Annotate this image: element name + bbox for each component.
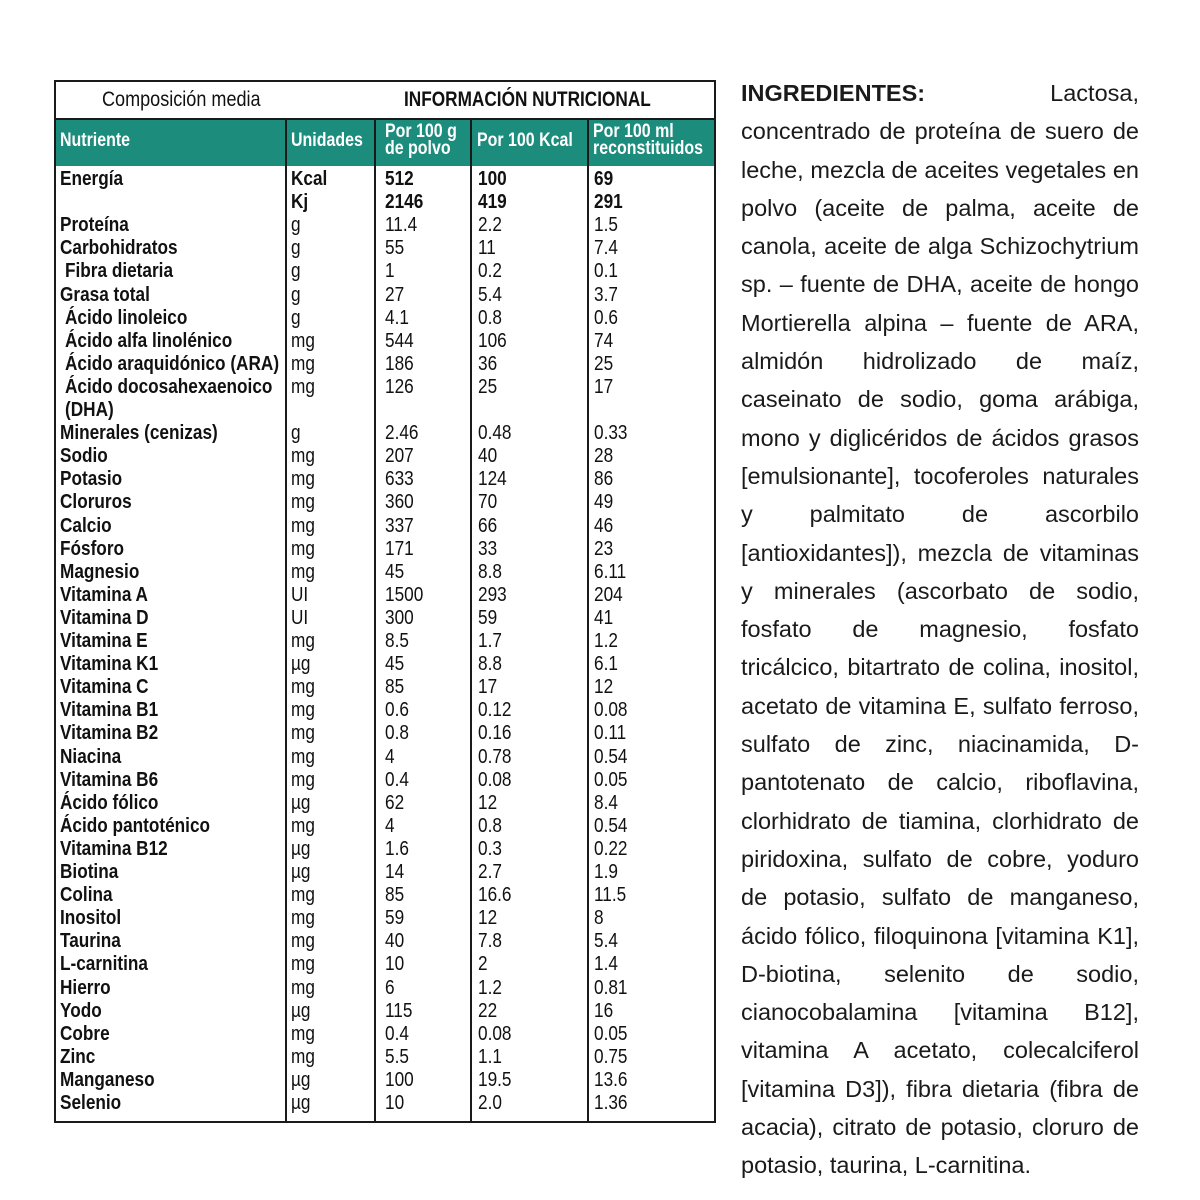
per-100ml-cell: 74 xyxy=(594,329,614,352)
per-100kcal-cell: 1.2 xyxy=(478,976,502,999)
nutrient-name: Fósforo xyxy=(60,537,125,560)
per-100ml-cell: 1.4 xyxy=(594,953,618,976)
per-100g-cell: 2146 xyxy=(385,191,424,214)
per-100g-cell: 11.4 xyxy=(385,214,418,237)
per-100kcal-cell: 17 xyxy=(478,676,498,699)
per-100kcal-cell: 0.78 xyxy=(478,745,512,768)
nutrient-name: Minerales (cenizas) xyxy=(60,422,218,445)
per-100kcal-cell: 2.0 xyxy=(478,1092,502,1114)
per-100kcal-cell: 1.1 xyxy=(478,1045,502,1068)
nutrient-name: Carbohidratos xyxy=(60,237,178,260)
per-100kcal-cell: 8.8 xyxy=(478,653,502,676)
per-100kcal-cell: 70 xyxy=(478,491,498,514)
per-100ml-cell: 12 xyxy=(594,676,614,699)
per-100g-cell: 0.8 xyxy=(385,722,409,745)
per-100ml-cell: 6.11 xyxy=(594,560,627,583)
nutrient-name: Vitamina E xyxy=(60,630,148,652)
per-100ml-cell: 13.6 xyxy=(594,1068,628,1091)
unit-cell: UI xyxy=(291,583,309,606)
table-header-row xyxy=(56,120,714,166)
unit-cell: µg xyxy=(291,1092,311,1114)
unit-cell: µg xyxy=(291,861,311,883)
per-100g-cell: 1.6 xyxy=(385,837,409,860)
per-100ml-cell: 0.22 xyxy=(594,837,628,860)
per-100ml-cell: 28 xyxy=(594,445,614,468)
per-100g-cell: 1500 xyxy=(385,583,424,606)
unit-cell: µg xyxy=(291,791,311,814)
per-100kcal-cell: 2.2 xyxy=(478,214,502,237)
per-100kcal-cell: 106 xyxy=(478,329,507,352)
nutrient-name: Vitamina B2 xyxy=(60,722,159,745)
per-100ml-cell: 1.9 xyxy=(594,861,618,883)
nutrient-name: Vitamina B6 xyxy=(60,768,159,791)
column-divider xyxy=(285,120,287,1123)
table-title-row xyxy=(56,82,714,120)
per-100kcal-cell: 100 xyxy=(478,168,507,190)
per-100g-cell: 4 xyxy=(385,814,395,837)
per-100g-cell: 14 xyxy=(385,861,405,883)
per-100g-cell: 45 xyxy=(385,560,405,583)
per-100kcal-cell: 0.2 xyxy=(478,260,502,283)
nutrient-name: Energía xyxy=(60,168,124,190)
nutrient-name: Selenio xyxy=(60,1092,122,1114)
per-100g-cell: 512 xyxy=(385,168,414,190)
nutrient-name: Colina xyxy=(60,884,113,907)
per-100g-cell: 40 xyxy=(385,930,405,953)
per-100kcal-cell: 124 xyxy=(478,468,507,491)
per-100g-cell: 4 xyxy=(385,745,395,768)
per-100kcal-cell: 59 xyxy=(478,606,498,629)
per-100kcal-cell: 1.7 xyxy=(478,630,502,652)
nutrient-name: Cloruros xyxy=(60,491,132,514)
per-100g-cell: 59 xyxy=(385,907,405,930)
unit-cell: mg xyxy=(291,468,315,491)
per-100g-cell: 4.1 xyxy=(385,306,409,329)
header-per-100g: Por 100 g de polvo xyxy=(385,121,457,159)
unit-cell: µg xyxy=(291,837,311,860)
table-title-right: INFORMACIÓN NUTRICIONAL xyxy=(404,88,651,111)
unit-cell: mg xyxy=(291,375,315,398)
per-100ml-cell: 0.54 xyxy=(594,745,628,768)
per-100g-cell: 337 xyxy=(385,514,414,537)
per-100g-cell: 85 xyxy=(385,676,405,699)
per-100ml-cell: 8 xyxy=(594,907,604,930)
nutrient-name: Ácido araquidónico (ARA) xyxy=(65,352,280,375)
per-100ml-cell: 69 xyxy=(594,168,614,190)
per-100kcal-cell: 2 xyxy=(478,953,488,976)
per-100ml-cell: 0.05 xyxy=(594,768,628,791)
nutrient-name: Inositol xyxy=(60,907,122,930)
per-100g-cell: 360 xyxy=(385,491,414,514)
unit-cell: mg xyxy=(291,768,315,791)
header-nutrient: Nutriente xyxy=(60,130,131,151)
header-per-100kcal: Por 100 Kcal xyxy=(477,130,573,151)
unit-cell: mg xyxy=(291,699,315,722)
unit-cell: mg xyxy=(291,514,315,537)
nutrient-name: Cobre xyxy=(60,1022,110,1045)
per-100g-cell: 126 xyxy=(385,375,414,398)
per-100kcal-cell: 0.08 xyxy=(478,1022,512,1045)
per-100ml-cell: 291 xyxy=(594,191,623,214)
ingredients-label: INGREDIENTES: xyxy=(741,80,926,106)
per-100ml-cell: 0.08 xyxy=(594,699,628,722)
per-100ml-cell: 7.4 xyxy=(594,237,618,260)
per-100g-cell: 8.5 xyxy=(385,630,409,652)
nutrient-name: Fibra dietaria xyxy=(65,260,174,283)
unit-cell: mg xyxy=(291,352,315,375)
unit-cell: mg xyxy=(291,329,315,352)
header-per-100ml: Por 100 ml reconstituidos xyxy=(593,121,703,159)
nutrient-name: Calcio xyxy=(60,514,112,537)
unit-cell: mg xyxy=(291,907,315,930)
per-100g-cell: 0.6 xyxy=(385,699,409,722)
per-100g-cell: 0.4 xyxy=(385,1022,409,1045)
per-100kcal-cell: 16.6 xyxy=(478,884,512,907)
unit-cell: g xyxy=(291,237,301,260)
unit-cell: mg xyxy=(291,630,315,652)
unit-cell: mg xyxy=(291,560,315,583)
per-100g-cell: 1 xyxy=(385,260,395,283)
ingredients-block xyxy=(741,74,1139,1185)
per-100kcal-cell: 66 xyxy=(478,514,498,537)
per-100g-cell: 85 xyxy=(385,884,405,907)
table-title-left: Composición media xyxy=(102,88,261,111)
per-100g-cell: 633 xyxy=(385,468,414,491)
per-100g-cell: 115 xyxy=(385,999,413,1022)
unit-cell: mg xyxy=(291,930,315,953)
per-100ml-cell: 0.11 xyxy=(594,722,627,745)
per-100g-cell: 27 xyxy=(385,283,405,306)
nutrient-name: Vitamina A xyxy=(60,583,148,606)
header-units: Unidades xyxy=(291,130,363,151)
unit-cell: µg xyxy=(291,999,311,1022)
per-100kcal-cell: 33 xyxy=(478,537,498,560)
per-100kcal-cell: 11 xyxy=(478,237,496,260)
column-divider xyxy=(374,120,376,1123)
per-100ml-cell: 1.5 xyxy=(594,214,618,237)
per-100ml-cell: 17 xyxy=(594,375,614,398)
per-100kcal-cell: 22 xyxy=(478,999,498,1022)
nutrient-name: Zinc xyxy=(60,1045,96,1068)
unit-cell: mg xyxy=(291,884,315,907)
per-100kcal-cell: 8.8 xyxy=(478,560,502,583)
nutrient-name: Vitamina C xyxy=(60,676,149,699)
nutrient-name: Biotina xyxy=(60,861,119,883)
per-100ml-cell: 8.4 xyxy=(594,791,618,814)
unit-cell: mg xyxy=(291,745,315,768)
per-100ml-cell: 0.1 xyxy=(594,260,618,283)
unit-cell: UI xyxy=(291,606,309,629)
per-100ml-cell: 6.1 xyxy=(594,653,618,676)
unit-cell: mg xyxy=(291,1022,315,1045)
column-divider xyxy=(587,120,589,1123)
per-100ml-cell: 23 xyxy=(594,537,614,560)
unit-cell: µg xyxy=(291,653,311,676)
per-100g-cell: 207 xyxy=(385,445,414,468)
nutrient-name: Proteína xyxy=(60,214,129,237)
per-100kcal-cell: 0.3 xyxy=(478,837,502,860)
per-100kcal-cell: 12 xyxy=(478,791,498,814)
per-100g-cell: 62 xyxy=(385,791,405,814)
nutrient-name: Ácido alfa linolénico xyxy=(65,329,233,352)
per-100kcal-cell: 0.8 xyxy=(478,814,502,837)
per-100ml-cell: 25 xyxy=(594,352,614,375)
unit-cell: mg xyxy=(291,814,315,837)
per-100kcal-cell: 36 xyxy=(478,352,498,375)
nutrient-name: Vitamina B12 xyxy=(60,837,168,860)
per-100ml-cell: 86 xyxy=(594,468,614,491)
per-100g-cell: 45 xyxy=(385,653,405,676)
nutrient-name: Ácido pantoténico xyxy=(60,814,211,837)
per-100kcal-cell: 5.4 xyxy=(478,283,502,306)
unit-cell: mg xyxy=(291,491,315,514)
unit-cell: mg xyxy=(291,537,315,560)
unit-cell: mg xyxy=(291,722,315,745)
per-100kcal-cell: 2.7 xyxy=(478,861,502,883)
per-100ml-cell: 0.33 xyxy=(594,422,628,445)
nutrient-name: Vitamina K1 xyxy=(60,653,159,676)
unit-cell: g xyxy=(291,422,301,445)
nutrient-name: Sodio xyxy=(60,445,108,468)
per-100kcal-cell: 0.08 xyxy=(478,768,512,791)
nutrient-name: Vitamina D xyxy=(60,606,149,629)
nutrient-name: Manganeso xyxy=(60,1068,155,1091)
ingredients-text: Lactosa, concentrado de proteína de suero de leche, mezcla de aceites vegetales en polvo (aceite de palma, aceite de canola, aceite de alga Schizochytrium sp. – fuente de DHA, aceite de hongo Mortierella alpina – fuente de ARA, almidón hidrolizado de maíz, caseinato de sodio, goma arábiga, mono y diglicéridos de ácidos grasos [emulsionante], tocoferoles naturales y palmitato de ascorbilo [antioxidantes]), mezcla de vitaminas y minerales (ascorbato de sodio, fosfato de magnesio, fosfato tricálcico, bitartrato de colina, inositol, acetato de vitamina E, sulfato ferroso, sulfato de zinc, niacinamida, D-pantotenato de calcio, riboflavina, clorhidrato de tiamina, clorhidrato de piridoxina, sulfato de cobre, yoduro de potasio, sulfato de manganeso, ácido fólico, filoquinona [vitamina K1], D-biotina, selenito de sodio, cianocobalamina [vitamina B12], vitamina A acetato, colecalciferol [vitamina D3]), fibra dietaria (fibra de acacia), citrato de potasio, cloruro de potasio, taurina, L-carnitina. xyxy=(741,80,1139,1179)
per-100ml-cell: 46 xyxy=(594,514,614,537)
per-100kcal-cell: 19.5 xyxy=(478,1068,512,1091)
nutrient-name: Ácido linoleico xyxy=(65,306,188,329)
per-100g-cell: 5.5 xyxy=(385,1045,409,1068)
per-100ml-cell: 0.81 xyxy=(594,976,628,999)
per-100g-cell: 10 xyxy=(385,953,405,976)
unit-cell: g xyxy=(291,260,301,283)
nutrient-name: Hierro xyxy=(60,976,111,999)
per-100ml-cell: 0.75 xyxy=(594,1045,628,1068)
nutrient-name: Yodo xyxy=(60,999,102,1022)
unit-cell: g xyxy=(291,306,301,329)
per-100ml-cell: 5.4 xyxy=(594,930,618,953)
unit-cell: Kj xyxy=(291,191,309,214)
per-100ml-cell: 3.7 xyxy=(594,283,618,306)
nutrient-name: Magnesio xyxy=(60,560,140,583)
unit-cell: g xyxy=(291,214,301,237)
per-100ml-cell: 16 xyxy=(594,999,614,1022)
per-100g-cell: 171 xyxy=(385,537,414,560)
nutrient-name: Potasio xyxy=(60,468,123,491)
per-100ml-cell: 0.05 xyxy=(594,1022,628,1045)
unit-cell: mg xyxy=(291,953,315,976)
per-100kcal-cell: 419 xyxy=(478,191,507,214)
per-100kcal-cell: 293 xyxy=(478,583,507,606)
per-100kcal-cell: 40 xyxy=(478,445,498,468)
per-100ml-cell: 204 xyxy=(594,583,623,606)
per-100kcal-cell: 7.8 xyxy=(478,930,502,953)
unit-cell: mg xyxy=(291,976,315,999)
unit-cell: Kcal xyxy=(291,168,328,190)
per-100ml-cell: 49 xyxy=(594,491,614,514)
nutrient-name: Ácido fólico xyxy=(60,791,159,814)
nutrient-name: Grasa total xyxy=(60,283,150,306)
per-100ml-cell: 0.54 xyxy=(594,814,628,837)
per-100ml-cell: 1.2 xyxy=(594,630,618,652)
nutrient-name: Vitamina B1 xyxy=(60,699,159,722)
per-100ml-cell: 0.6 xyxy=(594,306,618,329)
per-100kcal-cell: 0.12 xyxy=(478,699,512,722)
per-100g-cell: 2.46 xyxy=(385,422,419,445)
per-100kcal-cell: 12 xyxy=(478,907,498,930)
unit-cell: µg xyxy=(291,1068,311,1091)
unit-cell: mg xyxy=(291,445,315,468)
column-divider xyxy=(470,120,472,1123)
per-100g-cell: 544 xyxy=(385,329,414,352)
nutrient-name: Taurina xyxy=(60,930,121,953)
unit-cell: mg xyxy=(291,1045,315,1068)
unit-cell: g xyxy=(291,283,301,306)
per-100kcal-cell: 0.48 xyxy=(478,422,512,445)
per-100ml-cell: 11.5 xyxy=(594,884,627,907)
nutrient-name: Niacina xyxy=(60,745,122,768)
per-100g-cell: 186 xyxy=(385,352,414,375)
nutrition-table xyxy=(54,80,716,1123)
per-100g-cell: 55 xyxy=(385,237,405,260)
per-100ml-cell: 1.36 xyxy=(594,1092,628,1114)
nutrient-name: Ácido docosahexaenoico xyxy=(65,375,273,398)
per-100g-cell: 0.4 xyxy=(385,768,409,791)
per-100ml-cell: 41 xyxy=(594,606,614,629)
per-100kcal-cell: 0.16 xyxy=(478,722,512,745)
nutrient-name: (DHA) xyxy=(65,399,114,421)
per-100kcal-cell: 25 xyxy=(478,375,498,398)
per-100g-cell: 300 xyxy=(385,606,414,629)
unit-cell: mg xyxy=(291,676,315,699)
per-100kcal-cell: 0.8 xyxy=(478,306,502,329)
per-100g-cell: 10 xyxy=(385,1092,405,1114)
nutrient-name: L-carnitina xyxy=(60,953,148,976)
per-100g-cell: 100 xyxy=(385,1068,414,1091)
per-100g-cell: 6 xyxy=(385,976,395,999)
